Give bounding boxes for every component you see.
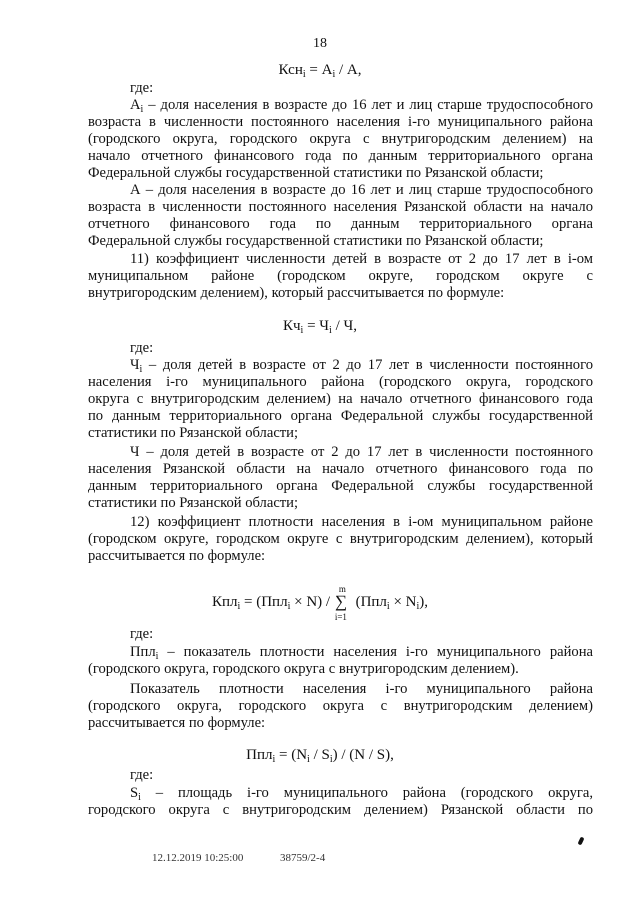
para-chi-line: по данным территориального органа Федеральной службы государственной — [88, 408, 593, 424]
where-label: где: — [130, 340, 154, 356]
formula-ppl: $Ппл_i = (N_i / S_i) / (N / S)$, — [246, 747, 394, 765]
item-11-line: внутригородским делением), который рассчитывается по формуле: — [88, 285, 505, 301]
para-si-line: городского округа с внутригородским делением) Рязанской области по — [88, 802, 593, 818]
para-indicator-line: рассчитывается по формуле: — [88, 715, 266, 731]
para-a-line: А – доля населения в возрасте до 16 лет и лиц старше трудоспособного — [130, 182, 593, 198]
para-ai-line: Федеральной службы государственной статистики по Рязанской области; — [88, 165, 544, 181]
where-label: где: — [130, 626, 154, 642]
ink-mark — [577, 837, 584, 846]
footer-doc-id: 38759/2-4 — [280, 852, 326, 864]
where-label: где: — [130, 80, 154, 96]
para-chi-line: округа с внутригородским делением) на начало отчетного финансового года — [88, 391, 593, 407]
para-ch-line: Ч – доля детей в возрасте от 2 до 17 лет в численности постоянного — [130, 444, 593, 460]
item-12-line: (городском округе, городском округе с внутригородским делением), который — [88, 531, 593, 547]
para-ai-line: возраста в численности постоянного населения i-го муниципального района — [88, 114, 593, 130]
item-11-line: муниципальном районе (городском округе, городском округе с — [88, 268, 593, 284]
para-ai-line: $А_i$ – доля населения в возрасте до 16 лет и лиц старше трудоспособного — [130, 97, 593, 115]
item-12-line: рассчитывается по формуле: — [88, 548, 266, 564]
formula-kpl: Кпл$_i$ = (Ппл$_i$ × N) / m ∑ i=1 $(Ппл_i \times N_i)$, — [211, 584, 429, 622]
para-indicator-line: (городского округа, городского округа с внутригородским делением) — [88, 698, 593, 714]
para-chi-line: населения i-го муниципального района (городского округа, городского — [88, 374, 593, 390]
footer-datetime: 12.12.2019 10:25:00 — [152, 852, 244, 864]
summation-symbol: m ∑ i=1 — [334, 584, 347, 622]
para-ch-line: населения Рязанской области на начало отчетного финансового года по — [88, 461, 593, 477]
para-chi-line: $Ч_i$ – доля детей в возрасте от 2 до 17 лет в численности постоянного — [130, 357, 593, 375]
para-a-line: Федеральной службы государственной статистики по Рязанской области; — [88, 233, 544, 249]
formula-kch: $Кч_i = Ч_i / Ч$, — [282, 318, 357, 336]
item-12-line: 12) коэффициент плотности населения в i-ом муниципальном районе — [130, 514, 593, 530]
para-a-line: отчетного финансового года по данным территориального органа — [88, 216, 593, 232]
para-chi-line: статистики по Рязанской области; — [88, 425, 299, 441]
para-a-line: возраста в численности постоянного населения Рязанской области на начало — [88, 199, 593, 215]
formula-ksn: $Ксн_i = А_i / А$, — [278, 62, 362, 80]
para-ppli-line: Ппл$_i$ – показатель плотности населения i-го муниципального района — [130, 644, 593, 662]
item-11-line: 11) коэффициент численности детей в возрасте от 2 до 17 лет в i-ом — [130, 251, 593, 267]
where-label: где: — [130, 767, 154, 783]
para-ai-line: (городского округа, городского округа с внутригородским делением) на — [88, 131, 593, 147]
para-ch-line: данным территориального органа Федеральной службы государственной — [88, 478, 593, 494]
para-ch-line: статистики по Рязанской области; — [88, 495, 299, 511]
para-si-line: $S_i$ – площадь i-го муниципального района (городского округа, — [130, 785, 593, 803]
para-indicator-line: Показатель плотности населения i-го муниципального района — [130, 681, 593, 697]
para-ai-line: начало отчетного финансового года по данным территориального органа — [88, 148, 593, 164]
page-number: 18 — [313, 36, 327, 51]
para-ppli-line: (городского округа, городского округа с внутригородским делением). — [88, 661, 519, 677]
